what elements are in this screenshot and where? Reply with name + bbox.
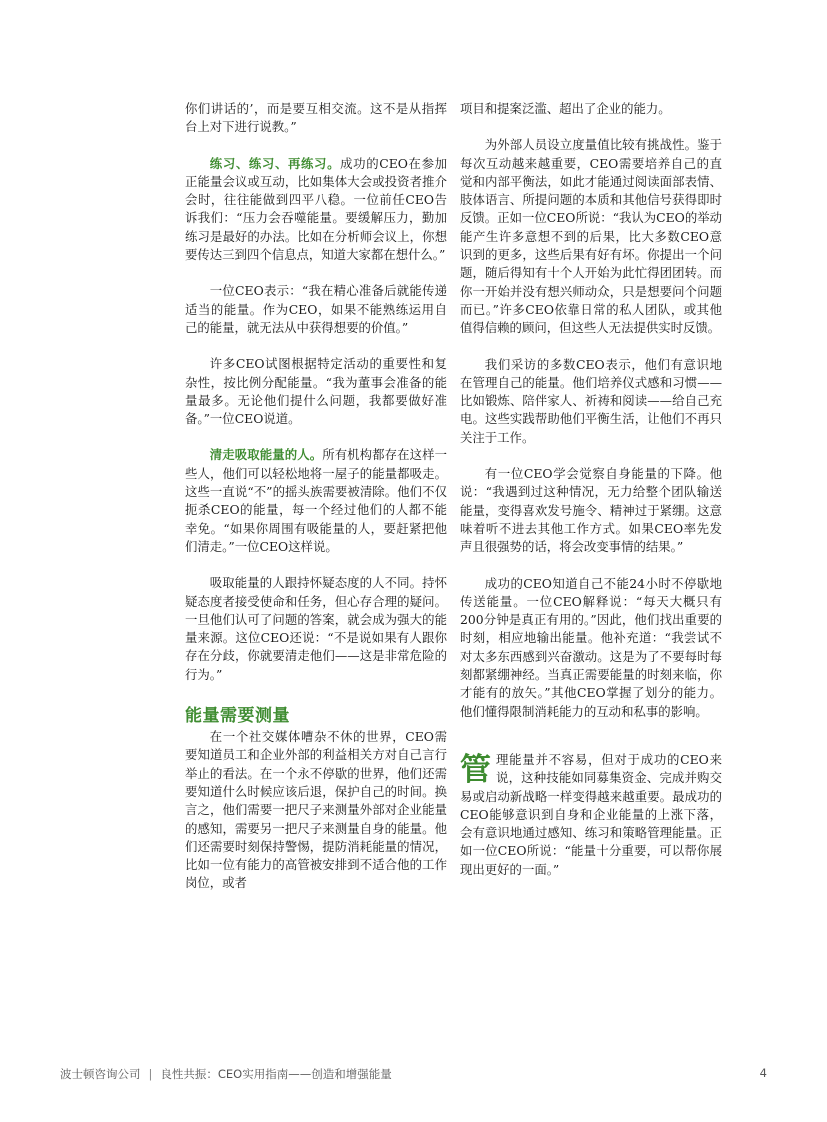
lead-phrase: 清走吸取能量的人。: [209, 447, 323, 463]
footer-company: 波士顿咨询公司: [60, 1067, 141, 1081]
paragraph-body: 理能量并不容易，但对于成功的CEO来说，这种技能如同募集资金、完成并购交易或启动新战略一样变得越来越重要。最成功的CEO能够意识到自身和企业能量的上涨下落，会有意识地通过感知、练习和策略管理能量。正如一位CEO所说：“能量十分重要，可以帮你展现出更好的一面。”: [460, 751, 722, 877]
paragraph: [460, 751, 722, 879]
paragraph: 项目和提案泛滥、超出了企业的能力。: [460, 101, 671, 116]
drop-cap: 管: [460, 751, 491, 788]
paragraph: 我们采访的多数CEO表示，他们有意识地在管理自己的能量。他们培养仪式感和习惯——比如锻炼、陪伴家人、祈祷和阅读——给自己充电。这些实践帮助他们平衡生活，让他们不再只关注于工作。: [460, 356, 722, 445]
page-footer: [60, 1066, 767, 1086]
footer-title: 良性共振：CEO实用指南——创造和增强能量: [160, 1067, 392, 1081]
paragraph-body: 所有机构都存在这样一些人，他们可以轻松地将一屋子的能量都吸走。这些一直说“不”的摇头族需要被清除。他们不仅扼杀CEO的能量，每一个经过他们的人都不能幸免。“如果你周围有吸能量的人，要赶紧把他们清走。”一位CEO这样说。: [185, 447, 447, 554]
paragraph: 为外部人员设立度量值比较有挑战性。鉴于每次互动越来越重要，CEO需要培养自己的直觉和内部平衡法，如此才能通过阅读面部表情、肢体语言、所提问题的本质和其他信号获得即时反馈。正如一位CEO所说：“我认为CEO的举动能产生许多意想不到的后果，比大多数CEO意识到的更多，这些后果有好有坏。你提出一个问题，随后得知有十个人开始为此忙得团团转。而你一开始并没有想兴师动众，只是想要问个问题而已。”许多CEO依靠日常的私人团队，或其他值得信赖的顾问，但这些人无法提供实时反馈。: [460, 137, 722, 336]
lead-phrase: 练习、练习、再练习。: [209, 155, 341, 171]
paragraph: 成功的CEO知道自己不能24小时不停歇地传送能量。一位CEO解释说：“每天大概只有200分钟是真正有用的。”因此，他们找出重要的时刻，相应地输出能量。他补充道：“我尝试不对太多东西感到兴奋激动。这是为了不要每时每刻都紧绷神经。当真正需要能量的时刻来临，你才能有的放矢。”其他CEO掌握了划分的能力。他们懂得限制消耗能力的互动和私事的影响。: [460, 575, 722, 719]
paragraph-body: 成功的CEO在参加正能量会议或互动，比如集体大会或投资者推介会时，往往能做到四平八稳。一位前任CEO告诉我们：“压力会吞噬能量。要缓解压力，勤加练习是最好的办法。比如在分析师会议上，你想要传达三到四个信息点，知道大家都在想什么。”: [185, 155, 448, 263]
right-column: [460, 100, 722, 879]
page-number: 4: [759, 1066, 767, 1080]
paragraph: 许多CEO试图根据特定活动的重要性和复杂性，按比例分配能量。“我为董事会准备的能量最多。无论他们提什么问题，我都要做好准备。”一位CEO说道。: [185, 356, 447, 427]
left-column: [185, 100, 447, 893]
paragraph: 有一位CEO学会觉察自身能量的下降。他说：“我遇到过这种情况，无力给整个团队输送能量，变得喜欢发号施令、精神过于紧绷。这意味着听不进去其他工作方式。如果CEO率先发声且很强势的话，将会改变事情的结果。”: [460, 466, 722, 555]
paragraph: 吸取能量的人跟持怀疑态度的人不同。持怀疑态度者接受使命和任务，但心存合理的疑问。一旦他们认可了问题的答案，就会成为强大的能量来源。这位CEO还说：“不是说如果有人跟你存在分歧，你就要清走他们——这是非常危险的行为。”: [185, 575, 447, 682]
section-heading: 能量需要测量: [185, 706, 290, 727]
paragraph: 你们讲话的’，而是要互相交流。这不是从指挥台上对下进行说教。”: [185, 101, 447, 135]
paragraph: [185, 446, 447, 556]
paragraph: 在一个社交媒体嘈杂不休的世界，CEO需要知道员工和企业外部的利益相关方对自己言行举止的看法。在一个永不停歇的世界，他们还需要知道什么时候应该后退，保护自己的时间。换言之，他们需要一把尺子来测量外部对企业能量的感知，需要另一把尺子来测量自身的能量。他们还需要时刻保持警惕，提防消耗能量的情况，比如一位有能力的高管被安排到不适合他的工作岗位，或者: [185, 729, 447, 891]
paragraph: 一位CEO表示：“我在精心准备后就能传递适当的能量。作为CEO，如果不能熟练运用自己的能量，就无法从中获得想要的价值。”: [185, 283, 447, 335]
paragraph: [185, 155, 447, 265]
footer-separator: |: [148, 1067, 153, 1081]
